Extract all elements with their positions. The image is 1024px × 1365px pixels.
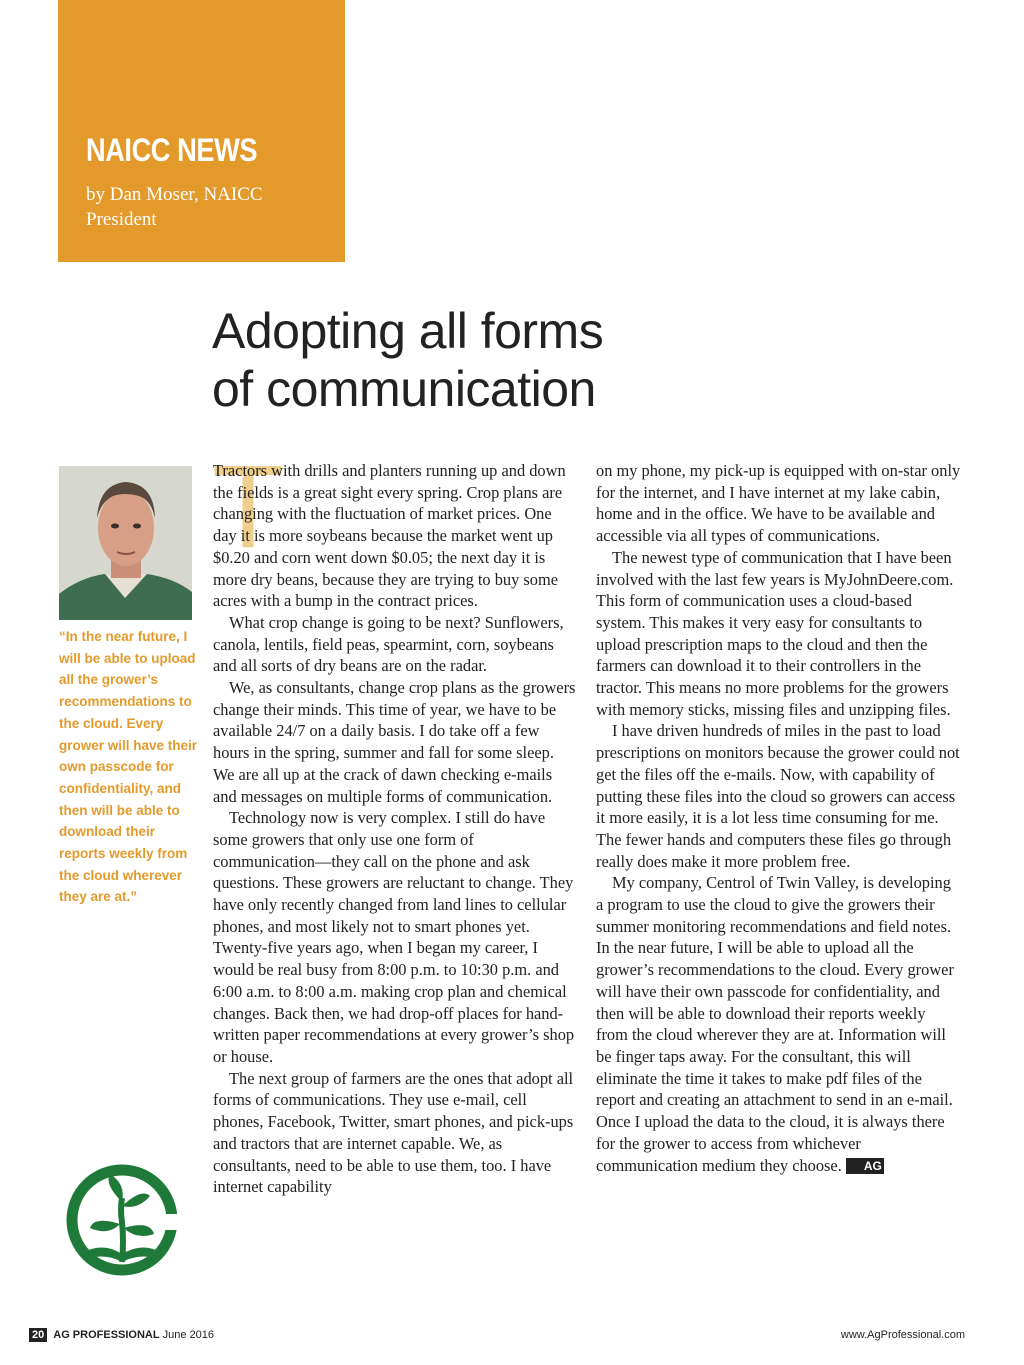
- website-link[interactable]: www.AgProfessional.com: [840, 1329, 965, 1341]
- naicc-logo: [64, 1162, 182, 1280]
- paragraph: We, as consultants, change crop plans as the growers change their minds. This time of year, we have to be available 24/7 on a daily basis. I do take off a few hours in the spring, summer and fall for some sleep. We are all up at the crack of dawn checking e-mails and messages on multiple forms of communication.: [213, 678, 576, 806]
- section-kicker: NAICC NEWS: [86, 132, 258, 168]
- paragraph-last: [596, 872, 961, 1176]
- title-line-1: Adopting all forms: [212, 303, 604, 359]
- author-photo: [59, 466, 192, 620]
- byline: by Dan Moser, NAICC President: [86, 184, 263, 230]
- paragraph: on my phone, my pick-up is equipped with on-star only for the internet, and I have internet at my lake cabin, home and in the office. We have to be available and accessible via all types of communications.: [596, 461, 961, 546]
- naicc-plant-logo-icon: [64, 1162, 182, 1280]
- page-number: 20: [29, 1328, 47, 1342]
- paragraph: The newest type of communication that I have been involved with the last few years is MyJohnDeere.com. This form of communication uses a cloud-based system. This makes it very easy for consultants to upload prescription maps to the cloud and then the farmers can download it to their controllers in the tractor. This means no more problems for the growers with memory sticks, missing files and unzipping files.: [596, 547, 954, 719]
- paragraph: I have driven hundreds of miles in the past to load prescriptions on monitors because the grower could not get the files off the e-mails. Now, with capability of putting these files into the cloud so growers can access it more easily, it is a lot less time consuming for me. The fewer hands and computers these files go through really does make it more problem free.: [596, 721, 960, 871]
- issue-date: June 2016: [162, 1329, 215, 1341]
- author-portrait-image: [59, 466, 192, 620]
- paragraph-text: My company, Centrol of Twin Valley, is developing a program to use the cloud to give the growers their summer monitoring recommendations and field notes. In the near future, I will be able to upload all the grower’s recommendations to the cloud. Every grower will have their own passcode for confidentiality, and then will be able to download their reports weekly from the cloud wherever they are at. Information will be finger taps away. For the consultant, this will eliminate the time it takes to make pdf files of the report and creating an attachment to send in an e-mail. Once I upload the data to the cloud, it is always there for the grower to access from whichever communication medium they choose.: [596, 873, 954, 1175]
- end-mark-icon: AG: [846, 1158, 884, 1174]
- section-header: [58, 0, 345, 262]
- publication-name: AG PROFESSIONAL: [53, 1329, 160, 1341]
- paragraph: The next group of farmers are the ones that adopt all forms of communications. They use e-mail, cell phones, Facebook, Twitter, smart phones, and pick-ups and tractors that are internet capable. We, as consultants, need to be able to use them, too. I have internet capability: [213, 1068, 574, 1197]
- article-title: [212, 302, 772, 418]
- paragraph: Technology now is very complex. I still do have some growers that only use one form of communication—they call on the phone and ask questions. These growers are reluctant to change. They have only recently changed from land lines to cellular phones, and most likely not to smart phones yet. Twenty-five years ago, when I began my career, I would be real busy from 8:00 p.m. to 10:30 p.m. and 6:00 a.m. to 8:00 a.m. making crop plan and chemical changes. Back then, we had drop-off places for hand-written paper recommendations at every grower’s shop or house.: [213, 808, 575, 1066]
- footer-left: [29, 1328, 214, 1342]
- drop-cap: T: [212, 441, 285, 573]
- pull-quote: “In the near future, I will be able to upload all the grower’s recommendations to the cloud. Every grower will have their own passcode for confidentiality, and then will be able to download their reports weekly from the cloud wherever they are at.”: [59, 629, 198, 905]
- paragraph: Tractors with drills and planters running up and down the fields is a great sight every spring. Crop plans are changing with the fluctuation of market prices. One day it is more soybeans because the market went up $0.20 and corn went down $0.05; the next day it is more dry beans, because they are trying to buy some acres with a bump in the contract prices.: [213, 461, 566, 611]
- article-column-right: [596, 460, 961, 1176]
- article-column-left: [213, 460, 578, 1198]
- title-line-2: of communication: [212, 361, 596, 417]
- paragraph: What crop change is going to be next? Sunflowers, canola, lentils, field peas, spearmint, corn, soybeans and all sorts of dry beans are on the radar.: [213, 612, 564, 676]
